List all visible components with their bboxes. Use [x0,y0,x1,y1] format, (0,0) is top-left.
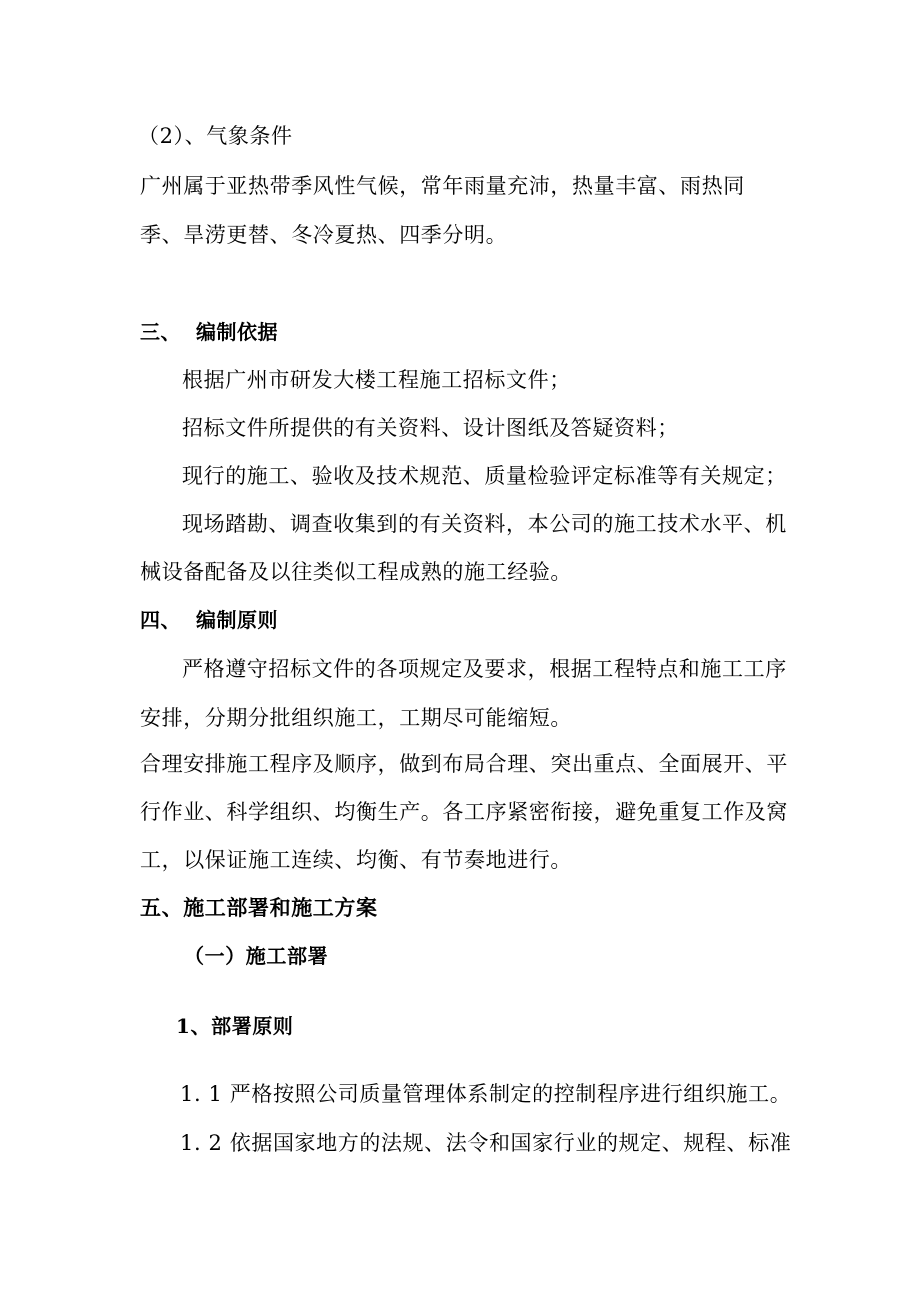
weather-paragraph-line-2: 季、旱涝更替、冬冷夏热、四季分明。 [140,223,508,247]
section-number: 四、 [140,608,181,632]
principles-line-5: 工，以保证施工连续、均衡、有节奏地进行。 [140,848,572,872]
basis-item-4-line-1: 现场踏勘、调查收集到的有关资料，本公司的施工技术水平、机 [182,512,787,536]
basis-item-3: 现行的施工、验收及技术规范、质量检验评定标准等有关规定； [182,464,787,488]
section-heading-principles [140,606,278,634]
basis-item-1: 根据广州市研发大楼工程施工招标文件； [182,368,571,392]
basis-item-4-line-2: 械设备配备及以往类似工程成熟的施工经验。 [140,560,572,584]
section-heading-basis [140,318,278,346]
deployment-point-2: 1. 2 依据国家地方的法规、法令和国家行业的规定、规程、标准 [180,1131,792,1155]
principles-line-2: 安排，分期分批组织施工，工期尽可能缩短。 [140,706,572,730]
weather-heading: （2）、气象条件 [138,124,293,148]
principles-line-1: 严格遵守招标文件的各项规定及要求，根据工程特点和施工工序 [182,657,787,681]
deployment-point-1: 1. 1 严格按照公司质量管理体系制定的控制程序进行组织施工。 [180,1082,792,1106]
section-number: 三、 [140,320,181,344]
weather-paragraph-line-1: 广州属于亚热带季风性气候，常年雨量充沛，热量丰富、雨热同 [140,174,745,198]
basis-item-2: 招标文件所提供的有关资料、设计图纸及答疑资料； [182,416,679,440]
item-heading: 1、部署原则 [176,1014,294,1038]
principles-line-3: 合理安排施工程序及顺序，做到布局合理、突出重点、全面展开、平 [140,752,788,776]
principles-line-4: 行作业、科学组织、均衡生产。各工序紧密衔接，避免重复工作及窝 [140,800,788,824]
subsection-heading: （一）施工部署 [184,944,329,968]
section-heading-deployment: 五、施工部署和施工方案 [140,895,378,920]
section-title: 编制依据 [196,320,278,344]
section-title: 编制原则 [196,608,278,632]
